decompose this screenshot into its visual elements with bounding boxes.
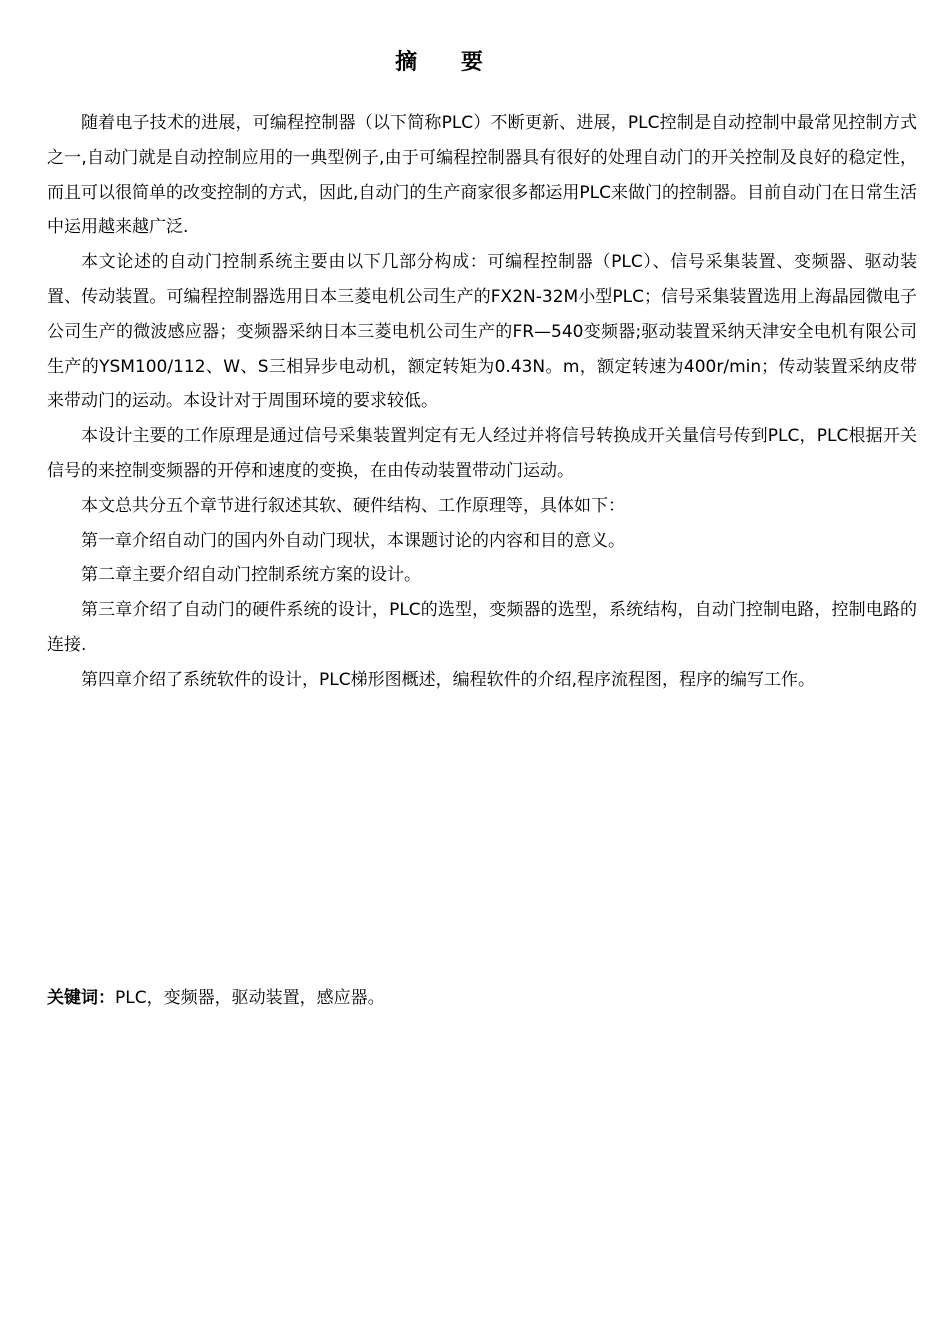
paragraph-chapter-2: 第二章主要介绍自动门控制系统方案的设计。 — [81, 565, 421, 586]
keywords-label: 关键词： — [47, 988, 115, 1008]
abstract-body — [47, 106, 917, 698]
paragraph-working-principle: 本设计主要的工作原理是通过信号采集装置判定有无人经过并将信号转换成开关量信号传到PLC，PLC根据开关信号的来控制变频器的开停和速度的变换，在由传动装置带动门运动。 — [47, 426, 917, 481]
keywords-text: PLC，变频器，驱动装置，感应器。 — [115, 988, 385, 1008]
keywords-line — [47, 983, 907, 1013]
paragraph-intro: 随着电子技术的进展，可编程控制器（以下简称PLC）不断更新、进展，PLC控制是自动控制中最常见控制方式之一,自动门就是自动控制应用的一典型例子,由于可编程控制器具有很好的处理自动门的开关控制及良好的稳定性，而且可以很简单的改变控制的方式，因此,自动门的生产商家很多都运用PLC来做门的控制器。目前自动门在日常生活中运用越来越广泛. — [47, 113, 917, 238]
paragraph-chapter-1: 第一章介绍自动门的国内外自动门现状，本课题讨论的内容和目的意义。 — [81, 530, 625, 551]
page-title: 摘 要 — [395, 50, 501, 75]
paragraph-system-components: 本文论述的自动门控制系统主要由以下几部分构成：可编程控制器（PLC）、信号采集装置、变频器、驱动装置、传动装置。可编程控制器选用日本三菱电机公司生产的FX2N-32M小型PLC；信号采集装置选用上海晶园微电子公司生产的微波感应器；变频器采纳日本三菱电机公司生产的FR—540变频器;驱动装置采纳天津安全电机有限公司生产的YSM100/112、W、S三相异步电动机，额定转矩为0.43N。m，额定转速为400r/min；传动装置采纳皮带来带动门的运动。本设计对于周围环境的要求较低。 — [47, 252, 917, 412]
paragraph-chapter-overview: 本文总共分五个章节进行叙述其软、硬件结构、工作原理等，具体如下： — [81, 495, 625, 516]
paragraph-chapter-4: 第四章介绍了系统软件的设计，PLC梯形图概述，编程软件的介绍,程序流程图，程序的编写工作。 — [81, 669, 815, 690]
paragraph-chapter-3: 第三章介绍了自动门的硬件系统的设计，PLC的选型，变频器的选型，系统结构，自动门控制电路，控制电路的连接. — [47, 600, 917, 655]
